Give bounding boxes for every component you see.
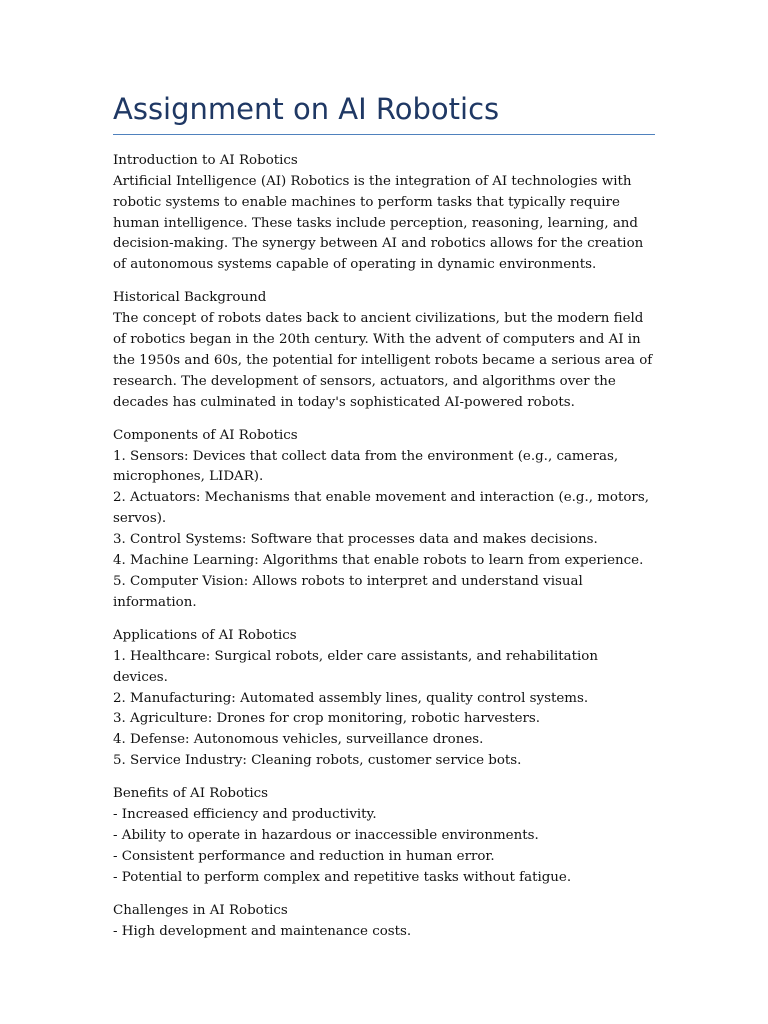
section-paragraph: The concept of robots dates back to ancient civilizations, but the modern field of robotics began in the 20th century. With the advent of computers and AI in the 1950s and 60s, the potential for intelligent robots became a serious area of research. The development of sensors, actuators, and algorithms over the decades has culminated in today's sophisticated AI-powered robots. — [113, 311, 653, 410]
list-item: 3. Control Systems: Software that processes data and makes decisions. — [113, 532, 598, 548]
document-body — [113, 151, 655, 943]
list-item: - Potential to perform complex and repetitive tasks without fatigue. — [113, 869, 572, 885]
list-item: 3. Agriculture: Drones for crop monitoring, robotic harvesters. — [113, 711, 541, 727]
section-heading: Historical Background — [113, 290, 267, 306]
list-item: 4. Defense: Autonomous vehicles, surveillance drones. — [113, 732, 484, 748]
section-heading: Challenges in AI Robotics — [113, 902, 288, 918]
list-item: - High development and maintenance costs. — [113, 923, 412, 939]
section-heading: Applications of AI Robotics — [113, 627, 297, 643]
section-heading: Components of AI Robotics — [113, 427, 298, 443]
list-item: 5. Service Industry: Cleaning robots, customer service bots. — [113, 753, 522, 769]
list-item: 1. Healthcare: Surgical robots, elder care assistants, and rehabilitation devices. — [113, 648, 598, 685]
section-applications — [113, 626, 655, 772]
list-item: 5. Computer Vision: Allows robots to interpret and understand visual information. — [113, 574, 583, 610]
section-introduction — [113, 151, 655, 276]
section-paragraph: Artificial Intelligence (AI) Robotics is the integration of AI technologies with robotic systems to enable machines to perform tasks that typically require human intelligence. These tasks include perception, reasoning, learning, and decision-making. The synergy between AI and robotics allows for the creation of autonomous systems capable of operating in dynamic environments. — [113, 173, 644, 273]
list-item: 1. Sensors: Devices that collect data from the environment (e.g., cameras, microphones, LIDAR). — [113, 448, 619, 485]
list-item: - Consistent performance and reduction in human error. — [113, 848, 495, 864]
document-title: Assignment on AI Robotics — [113, 92, 655, 135]
list-item: 4. Machine Learning: Algorithms that enable robots to learn from experience. — [113, 553, 644, 569]
list-item: 2. Manufacturing: Automated assembly lines, quality control systems. — [113, 690, 589, 706]
list-item: 2. Actuators: Mechanisms that enable movement and interaction (e.g., motors, servos). — [113, 490, 649, 527]
list-item: - Increased efficiency and productivity. — [113, 807, 377, 823]
section-benefits — [113, 784, 655, 889]
list-item: - Ability to operate in hazardous or inaccessible environments. — [113, 827, 539, 843]
section-challenges — [113, 901, 655, 943]
section-components — [113, 426, 655, 614]
section-heading: Benefits of AI Robotics — [113, 786, 269, 802]
section-heading: Introduction to AI Robotics — [113, 152, 298, 168]
section-historical-background — [113, 288, 655, 413]
